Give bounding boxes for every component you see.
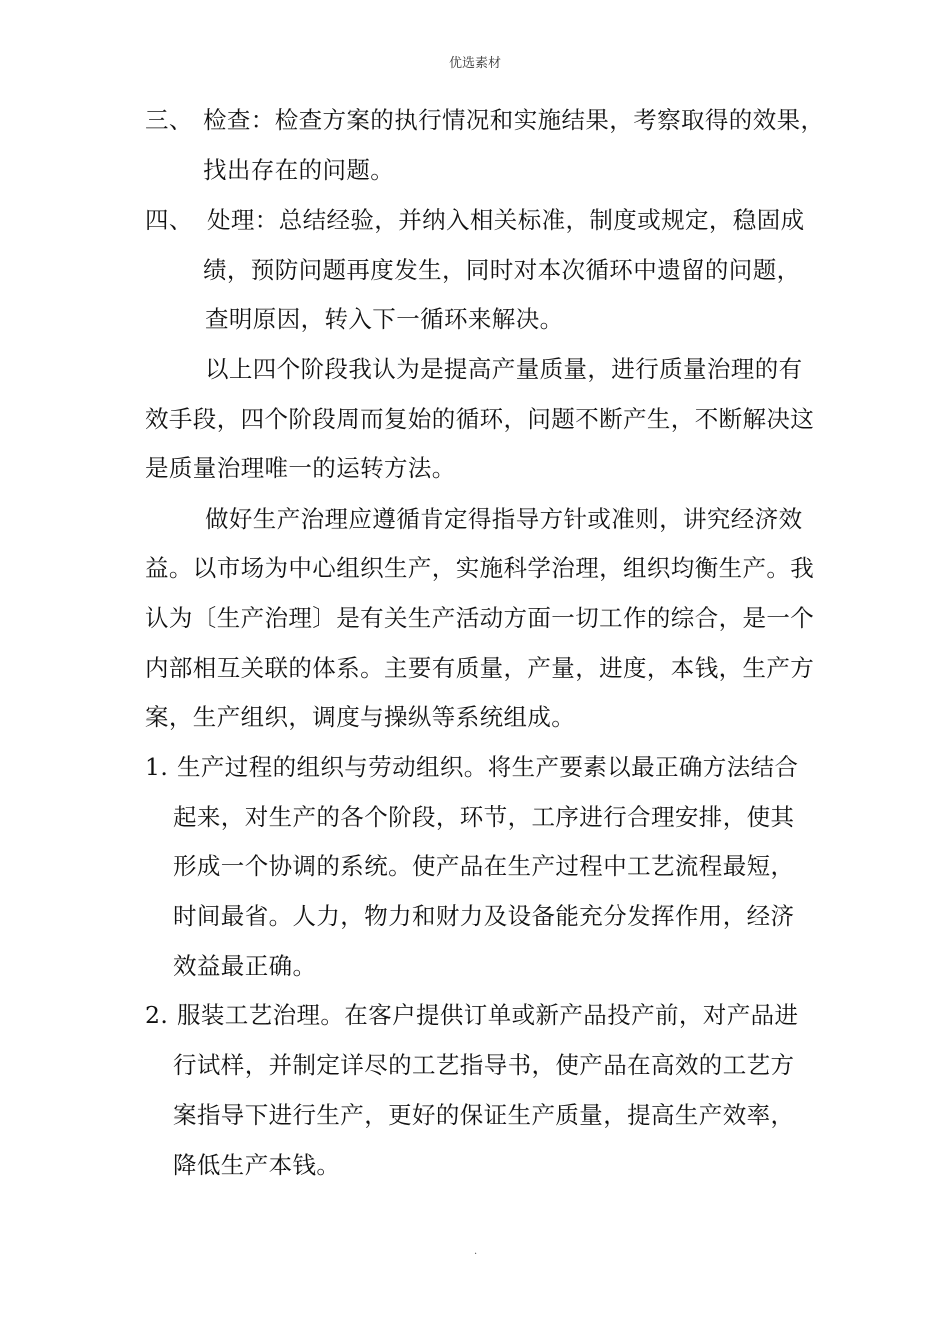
para-2-line-4: 内部相互关联的体系。主要有质量，产量，进度，本钱，生产方	[145, 654, 815, 682]
item-2-line-4: 降低生产本钱。	[173, 1151, 341, 1179]
section-4-text-1: 处理：总结经验，并纳入相关标准，制度或规定，稳固成	[207, 206, 805, 234]
item-2-line-2: 行试样，并制定详尽的工艺指导书，使产品在高效的工艺方	[173, 1051, 795, 1079]
section-3-text-1: 检查：检查方案的执行情况和实施结果，考察取得的效果，	[203, 106, 825, 134]
section-4-marker: 四、	[145, 206, 193, 234]
para-2-line-3: 认为〔生产治理〕是有关生产活动方面一切工作的综合，是一个	[145, 604, 815, 632]
item-2-text-1: 服装工艺治理。在客户提供订单或新产品投产前，对产品进	[177, 1001, 799, 1029]
section-3-line-2: 找出存在的问题。	[203, 156, 395, 184]
item-1-text-1: 生产过程的组织与劳动组织。将生产要素以最正确方法结合	[177, 753, 799, 781]
para-2-line-2: 益。以市场为中心组织生产，实施科学治理，组织均衡生产。我	[145, 554, 815, 582]
para-2-line-1: 做好生产治理应遵循肯定得指导方针或准则，讲究经济效	[205, 505, 803, 533]
item-1-line-4: 时间最省。人力，物力和财力及设备能充分发挥作用，经济	[173, 902, 795, 930]
item-1-line-1	[145, 752, 798, 782]
item-2-marker: 2.	[145, 1001, 169, 1029]
section-4-line-1	[145, 205, 805, 235]
para-1-line-1: 以上四个阶段我认为是提高产量质量，进行质量治理的有	[205, 355, 803, 383]
item-1-line-3: 形成一个协调的系统。使产品在生产过程中工艺流程最短，	[173, 852, 795, 880]
section-3-line-1	[145, 105, 824, 135]
item-1-line-2: 起来，对生产的各个阶段，环节，工序进行合理安排，使其	[173, 803, 795, 831]
footer-dot: .	[474, 1246, 478, 1257]
item-1-marker: 1.	[145, 753, 169, 781]
section-4-line-3: 查明原因，转入下一循环来解决。	[205, 305, 564, 333]
section-3-marker: 三、	[145, 106, 193, 134]
para-1-line-2: 效手段，四个阶段周而复始的循环，问题不断产生，不断解决这	[145, 405, 815, 433]
page-header: 优选素材	[448, 56, 501, 71]
section-4-line-2: 绩，预防问题再度发生，同时对本次循环中遗留的问题，	[203, 256, 801, 284]
para-2-line-5: 案，生产组织，调度与操纵等系统组成。	[145, 703, 576, 731]
item-1-line-5: 效益最正确。	[173, 952, 317, 980]
item-2-line-1	[145, 1000, 798, 1030]
para-1-line-3: 是质量治理唯一的运转方法。	[145, 454, 456, 482]
item-2-line-3: 案指导下进行生产，更好的保证生产质量，提高生产效率，	[173, 1101, 795, 1129]
